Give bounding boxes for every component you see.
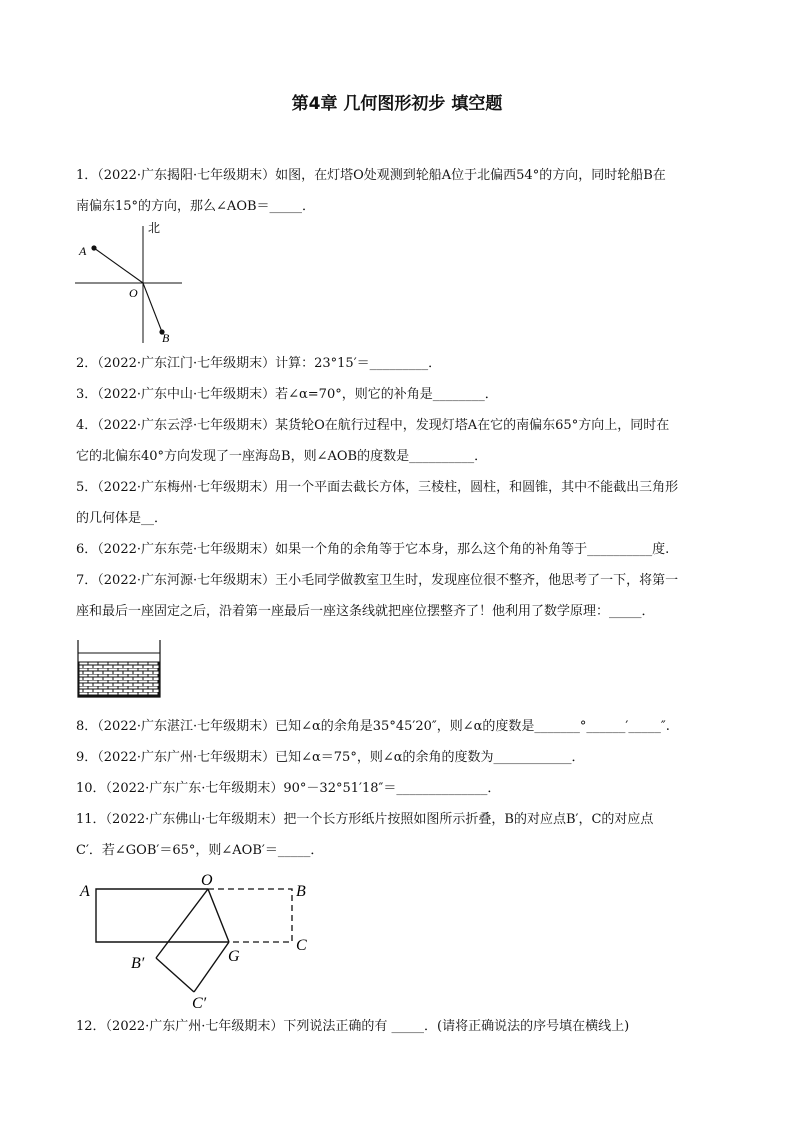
question-2: 2．（2022·广东江门·七年级期末）计算：23°15′＝_________． — [76, 356, 442, 371]
ray-OA — [94, 248, 143, 283]
question-1-line-2: 南偏东15°的方向，那么∠AOB＝_____． — [76, 199, 316, 214]
question-11-line-1: 11．（2022·广东佛山·七年级期末）把一个长方形纸片按照如图所示折叠，B的对应点B′，C的对应点 — [76, 812, 654, 827]
label-C-prime: C′ — [192, 995, 207, 1012]
edge-B2C2 — [156, 958, 194, 992]
figure-brick-container — [76, 638, 162, 700]
question-5-line-1: 5．（2022·广东梅州·七年级期末）用一个平面去截长方体，三棱柱，圆柱，和圆锥，其中不能截出三角形 — [76, 480, 679, 495]
question-12: 12．（2022·广东广州·七年级期末）下列说法正确的有 _____．(请将正确说法的序号填在横线上) — [76, 1019, 630, 1034]
label-A: A — [79, 244, 87, 258]
label-B: B — [296, 883, 306, 900]
edge-C2G — [194, 942, 229, 992]
label-C: C — [296, 937, 307, 954]
figure-compass-angle — [70, 218, 190, 348]
rectangle-folded-part — [208, 889, 292, 942]
figure-folded-rectangle — [74, 868, 334, 1012]
question-3: 3．（2022·广东中山·七年级期末）若∠α=70°，则它的补角是________． — [76, 387, 498, 402]
point-A — [91, 245, 96, 250]
question-7-line-1: 7．（2022·广东河源·七年级期末）王小毛同学做教室卫生时，发现座位很不整齐，他思考了一下，将第一 — [76, 573, 679, 588]
label-north: 北 — [148, 221, 161, 235]
edge-OB2 — [156, 889, 208, 958]
label-B: B — [162, 331, 170, 345]
label-O: O — [129, 286, 138, 300]
question-6: 6．（2022·广东东莞·七年级期末）如果一个角的余角等于它本身，那么这个角的补角等于__________度. — [76, 542, 670, 557]
page-title: 第4章 几何图形初步 填空题 — [291, 94, 503, 114]
label-O: O — [201, 872, 213, 889]
ray-OB — [143, 283, 162, 332]
fold-line-OG — [208, 889, 229, 942]
question-11-line-2: C′．若∠GOB′＝65°，则∠AOB′＝_____． — [76, 843, 324, 858]
label-A: A — [80, 883, 90, 900]
question-7-line-2: 座和最后一座固定之后，沿着第一座最后一座这条线就把座位摆整齐了！他利用了数学原理：_____． — [76, 604, 655, 619]
label-G: G — [228, 948, 240, 965]
question-8: 8．（2022·广东湛江·七年级期末）已知∠α的余角是35°45′20″，则∠α的度数是_______°______′_____″. — [76, 719, 670, 734]
question-4-line-2: 它的北偏东40°方向发现了一座海岛B，则∠AOB的度数是__________． — [76, 449, 488, 464]
question-9: 9．（2022·广东广州·七年级期末）已知∠α＝75°，则∠α的余角的度数为____________． — [76, 750, 585, 765]
rectangle-left-part — [96, 889, 229, 942]
question-4-line-1: 4．（2022·广东云浮·七年级期末）某货轮O在航行过程中，发现灯塔A在它的南偏东65°方向上，同时在 — [76, 418, 670, 433]
question-1-line-1: 1．（2022·广东揭阳·七年级期末）如图，在灯塔O处观测到轮船A位于北偏西54°的方向，同时轮船B在 — [76, 168, 666, 183]
question-5-line-2: 的几何体是__． — [76, 511, 168, 526]
brick-fill — [79, 662, 159, 696]
question-10: 10．（2022·广东广东·七年级期末）90°－32°51′18″＝______________． — [76, 781, 501, 796]
label-B-prime: B′ — [131, 955, 145, 972]
